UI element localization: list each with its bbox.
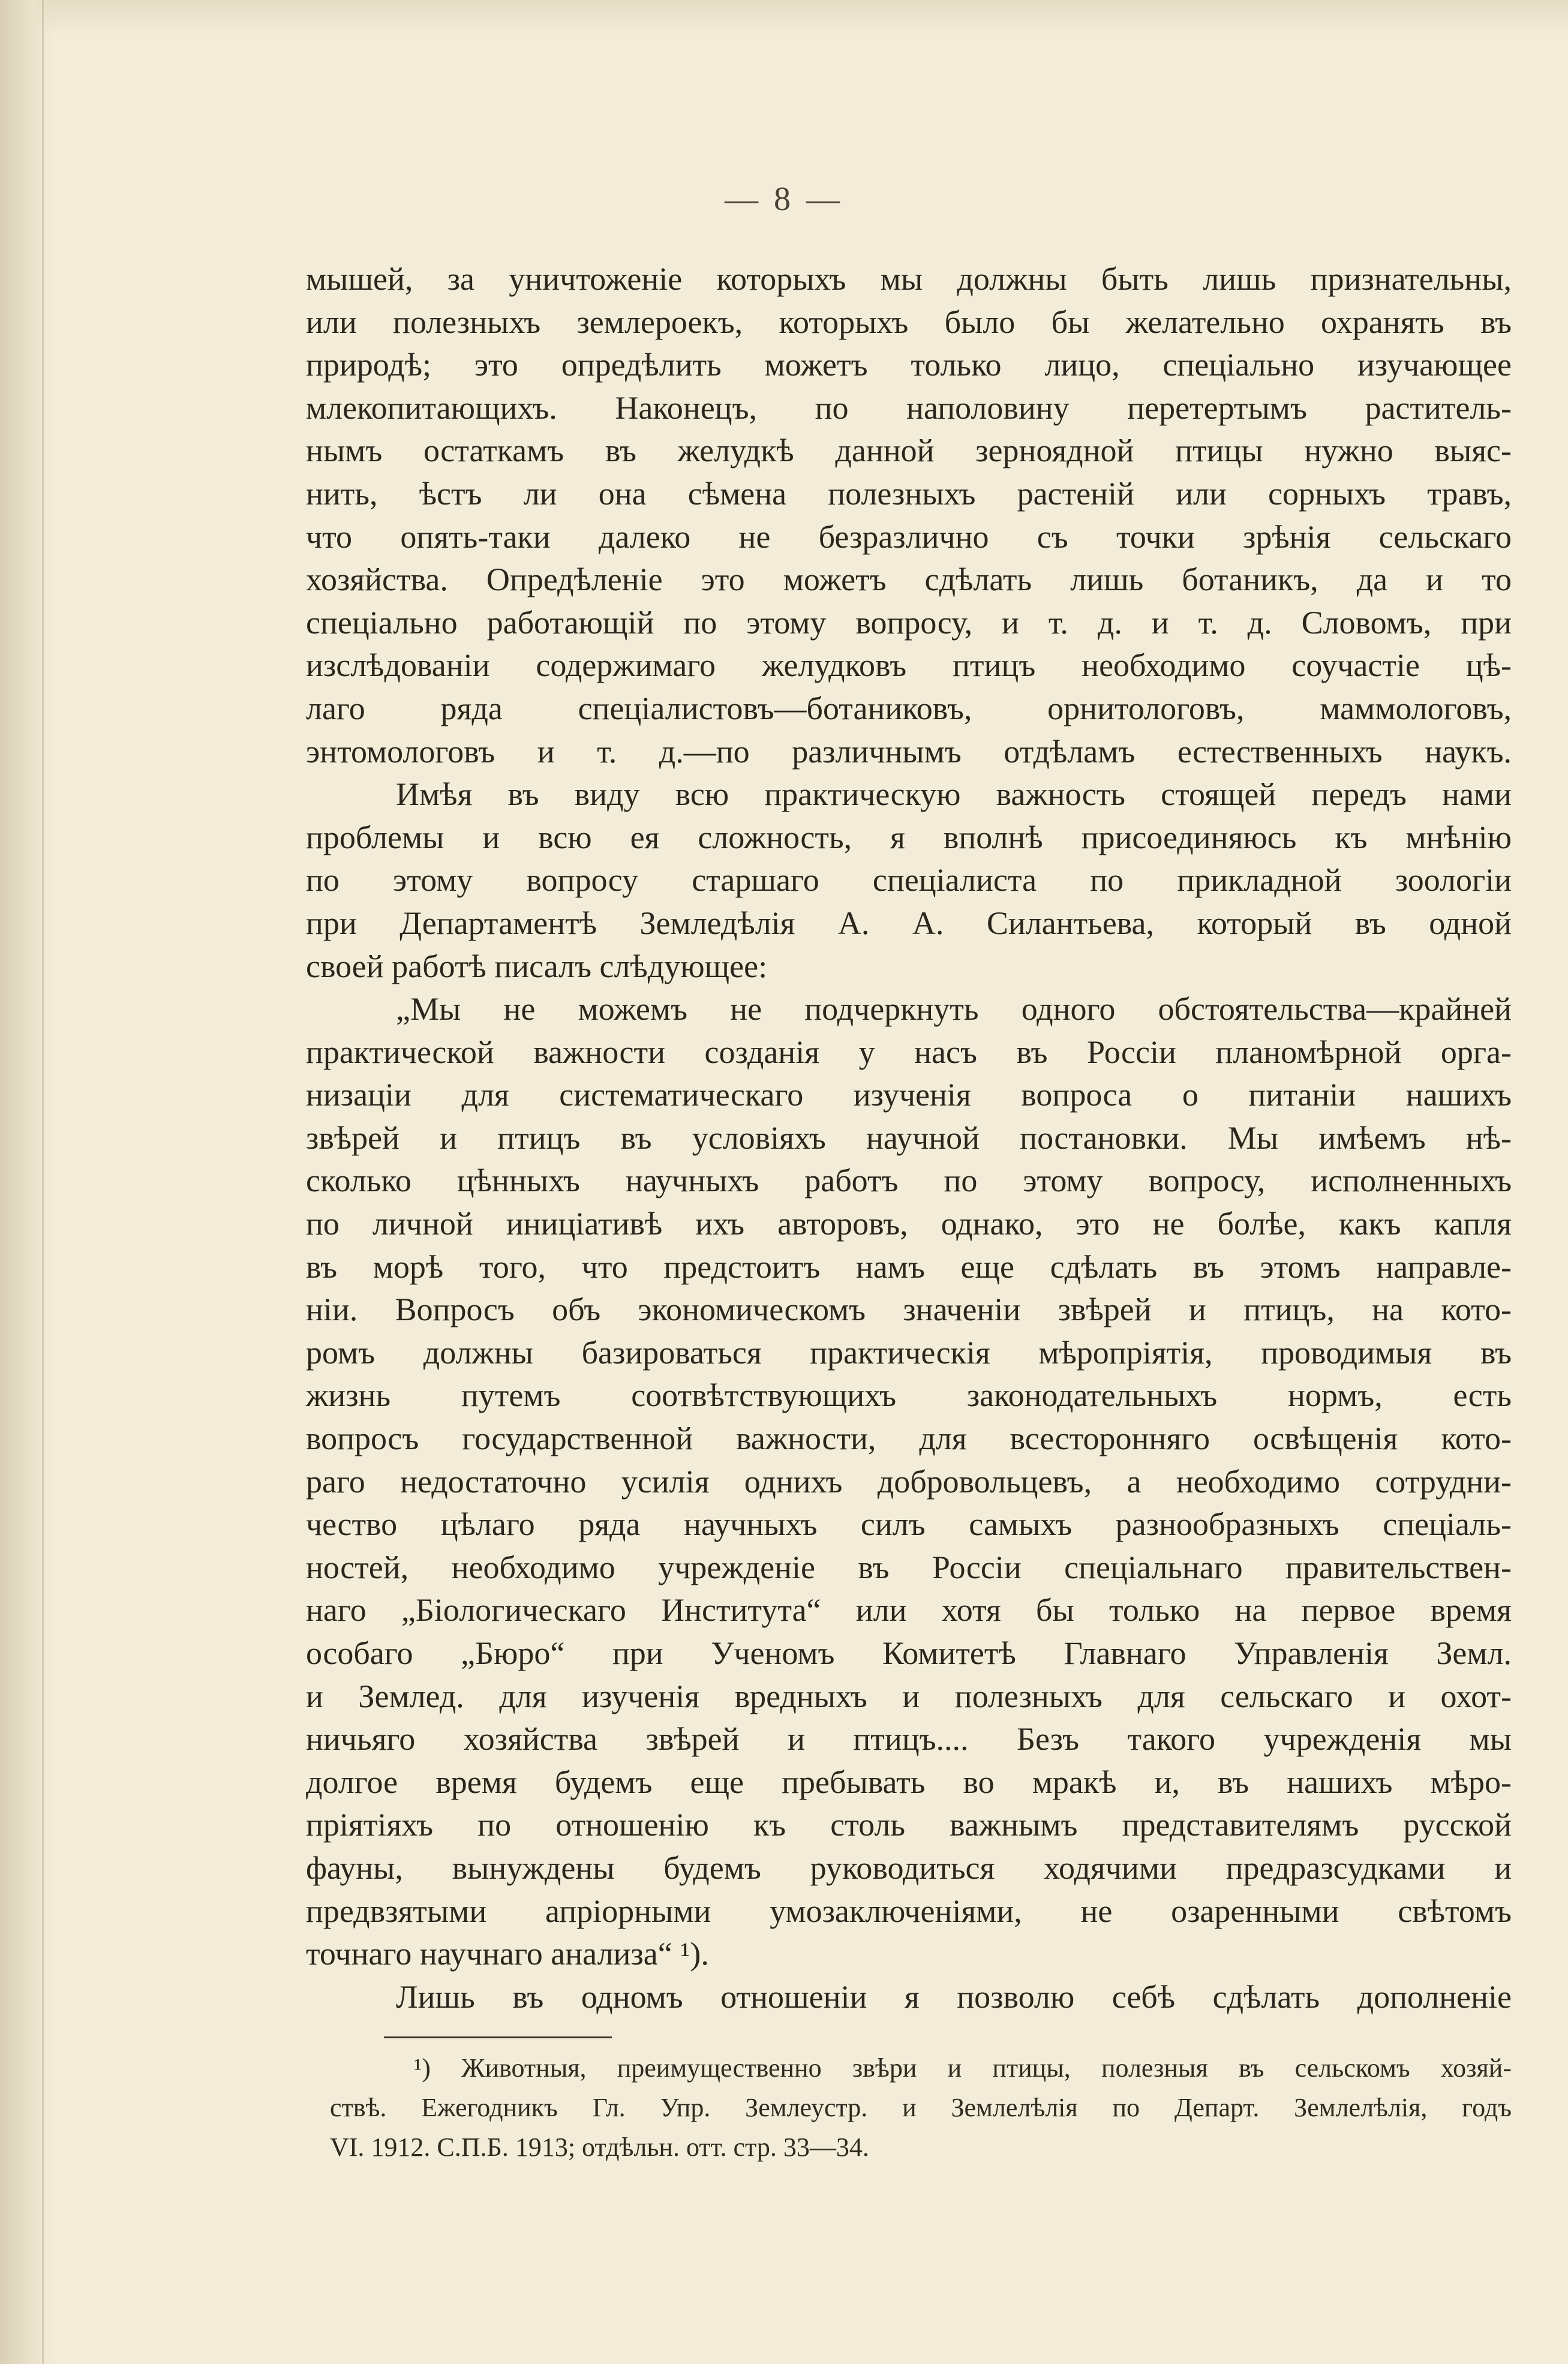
page-fold-line xyxy=(42,0,44,2364)
text-line: предвзятыми апріорными умозаключеніями, не озаренными свѣтомъ xyxy=(306,1893,1512,1929)
text-line: проблемы и всю ея сложность, я вполнѣ присоединяюсь къ мнѣнію xyxy=(306,819,1512,855)
text-line: своей работѣ писалъ слѣдующее: xyxy=(306,948,768,984)
text-line: пріятіяхъ по отношенію къ столь важнымъ представителямъ русской xyxy=(306,1807,1512,1843)
text-line: сколько цѣнныхъ научныхъ работъ по этому вопросу, исполненныхъ xyxy=(306,1163,1512,1199)
text-line: въ морѣ того, что предстоитъ намъ еще сдѣлать въ этомъ направле- xyxy=(306,1248,1512,1285)
footnotes xyxy=(330,2048,1512,2167)
text-line: природѣ; это опредѣлить можетъ только лицо, спеціально изучающее xyxy=(306,347,1512,383)
footnote-line: VI. 1912. С.П.Б. 1913; отдѣльн. отт. стр. 33—34. xyxy=(330,2132,869,2162)
text-line: долгое время будемъ еще пребывать во мракѣ и, въ нашихъ мѣро- xyxy=(306,1764,1512,1800)
text-line: низаціи для систематическаго изученія вопроса о питаніи нашихъ xyxy=(306,1077,1512,1113)
page-top-shadow xyxy=(0,0,1568,36)
text-line: ромъ должны базироваться практическія мѣропріятія, проводимыя въ xyxy=(306,1334,1512,1371)
text-line: нымъ остаткамъ въ желудкѣ данной зерноядной птицы нужно выяс- xyxy=(306,432,1512,469)
footnote-line: ствѣ. Ежегодникъ Гл. Упр. Землеустр. и Землелѣлія по Департ. Землелѣлія, годъ xyxy=(330,2093,1512,2122)
page-number: — 8 — xyxy=(725,181,843,218)
text-line: ничьяго хозяйства звѣрей и птицъ.... Безъ такого учрежденія мы xyxy=(306,1721,1512,1758)
text-line: изслѣдованіи содержимаго желудковъ птицъ необходимо соучастіе цѣ- xyxy=(306,647,1512,684)
text-line: наго „Біологическаго Института“ или хотя бы только на первое время xyxy=(306,1592,1512,1629)
text-line: особаго „Бюро“ при Ученомъ Комитетѣ Главнаго Управленія Земл. xyxy=(306,1635,1512,1671)
footnote-divider xyxy=(384,2036,612,2038)
text-line: при Департаментѣ Земледѣлія А. А. Силантьева, который въ одной xyxy=(306,905,1512,941)
text-line: раго недостаточно усилія однихъ добровольцевъ, а необходимо сотрудни- xyxy=(306,1463,1512,1500)
body-text xyxy=(306,258,1512,2018)
quote-start-line: „Мы не можемъ не подчеркнуть одного обстоятельства—крайней xyxy=(396,991,1512,1028)
text-line: вопросъ государственной важности, для всесторонняго освѣщенія кото- xyxy=(306,1420,1512,1457)
text-line: энтомологовъ и т. д.—по различнымъ отдѣламъ естественныхъ наукъ. xyxy=(306,733,1512,770)
text-line: млекопитающихъ. Наконецъ, по наполовину перетертымъ раститель- xyxy=(306,389,1512,426)
text-line: по этому вопросу старшаго спеціалиста по прикладной зоологіи xyxy=(306,862,1512,899)
page-left-shadow xyxy=(0,0,54,2364)
text-line: что опять-таки далеко не безразлично съ точки зрѣнія сельскаго xyxy=(306,518,1512,555)
text-line: лаго ряда спеціалистовъ—ботаниковъ, орнитологовъ, маммологовъ, xyxy=(306,690,1512,726)
paragraph-start-line: Лишь въ одномъ отношеніи я позволю себѣ сдѣлать дополненіе xyxy=(396,1978,1512,2015)
text-line: ностей, необходимо учрежденіе въ Россіи спеціальнаго правительствен- xyxy=(306,1549,1512,1585)
text-line: звѣрей и птицъ въ условіяхъ научной постановки. Мы имѣемъ нѣ- xyxy=(306,1119,1512,1156)
text-line: по личной иниціативѣ ихъ авторовъ, однако, это не болѣе, какъ капля xyxy=(306,1206,1512,1242)
text-line: ніи. Вопросъ объ экономическомъ значеніи звѣрей и птицъ, на кото- xyxy=(306,1291,1512,1328)
text-line: практической важности созданія у насъ въ Россіи планомѣрной орга- xyxy=(306,1034,1512,1070)
text-line: или полезныхъ землероекъ, которыхъ было бы желательно охранять въ xyxy=(306,304,1512,340)
text-line: чество цѣлаго ряда научныхъ силъ самыхъ разнообразныхъ спеціаль- xyxy=(306,1506,1512,1543)
text-line: фауны, вынуждены будемъ руководиться ходячими предразсудками и xyxy=(306,1849,1512,1886)
text-line: спеціально работающій по этому вопросу, и т. д. и т. д. Словомъ, при xyxy=(306,604,1512,641)
text-line: и Землед. для изученія вредныхъ и полезныхъ для сельскаго и охот- xyxy=(306,1678,1512,1714)
footnote-line: ¹) Животныя, преимущественно звѣри и птицы, полезныя въ сельскомъ хозяй- xyxy=(414,2053,1512,2083)
text-line: нить, ѣстъ ли она сѣмена полезныхъ растеній или сорныхъ травъ, xyxy=(306,475,1512,512)
text-line: мышей, за уничтоженіе которыхъ мы должны быть лишь признательны, xyxy=(306,261,1512,297)
paragraph-start-line: Имѣя въ виду всю практическую важность стоящей передъ нами xyxy=(396,776,1512,813)
text-line: хозяйства. Опредѣленіе это можетъ сдѣлать лишь ботаникъ, да и то xyxy=(306,561,1512,598)
text-line: жизнь путемъ соотвѣтствующихъ законодательныхъ нормъ, есть xyxy=(306,1377,1512,1414)
text-line: точнаго научнаго анализа“ ¹). xyxy=(306,1936,709,1972)
